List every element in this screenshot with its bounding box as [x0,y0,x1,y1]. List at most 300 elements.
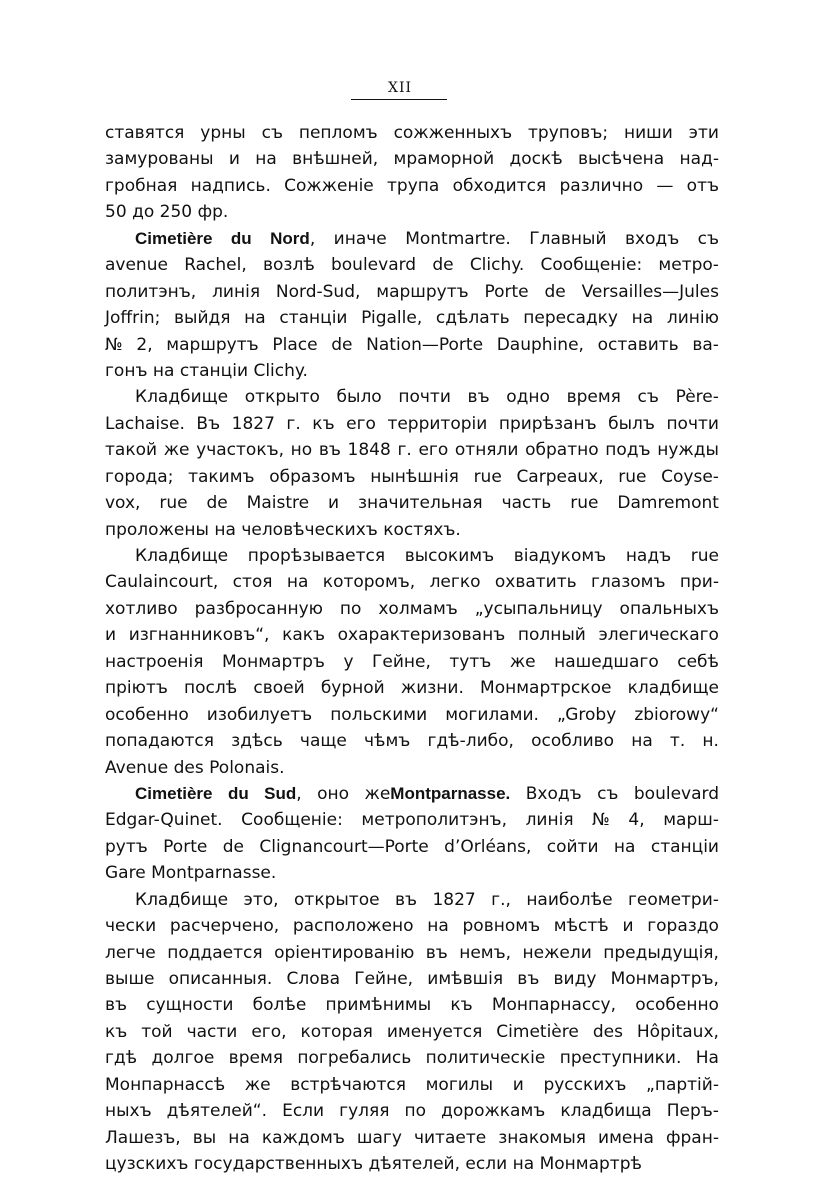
word: 50 [105,202,127,223]
text-line [105,120,719,146]
word: чѣмъ [364,731,411,752]
word: такой [105,440,158,461]
word: ровномъ [462,916,541,937]
word: бурной [320,678,385,699]
word: Montparnasse. [151,863,277,884]
word: долгое [151,1048,215,1069]
word: линію [666,308,719,329]
word: de [331,334,353,355]
word: ниши [623,123,673,143]
word: человѣческихъ [241,519,378,540]
bold-heading: Montparnasse. [390,783,511,803]
word: 2, [136,334,153,355]
word: замурованы [105,149,214,170]
word: маршрутъ [166,334,259,355]
word: которая [300,1021,373,1042]
text-line [105,781,719,807]
word: на [228,1127,250,1148]
word: 1827 [231,413,275,434]
word: изобилуетъ [206,704,313,725]
word: имена [598,1127,654,1148]
bold-heading: Cimetière [135,228,213,248]
word: Монпарнассу, [491,995,617,1016]
word: было [336,387,382,408]
word: гораздо [647,916,719,937]
word: высокимъ [404,546,495,566]
word: г. [397,440,412,461]
text-line [105,358,719,384]
text-line [105,622,719,648]
word: подъ [605,440,651,461]
word: zbiorowy“ [634,704,719,725]
text-line [105,199,719,225]
word: проложены [105,519,209,540]
word: d’Orléans, [444,836,532,857]
word: н. [702,731,719,752]
word: Porte [484,281,529,302]
paragraph [105,384,719,543]
word: доскѣ [509,149,563,170]
word: Кладбище [135,387,229,408]
word: віадукомъ [513,546,607,566]
text-line [105,913,719,939]
word: часть [501,493,552,514]
word: открыто [244,387,320,408]
word: урны [200,123,246,143]
word: сдѣлать [435,308,510,329]
word: на [152,360,175,381]
word: метро- [658,255,719,276]
word: Сожженіе [284,175,374,196]
word: глазомъ [591,572,666,593]
word: оріентированію [274,942,415,963]
word: rue [618,466,647,487]
word: Rachel, [184,255,247,276]
page-number: XII [387,80,413,96]
word: des [173,757,204,778]
word: прорѣзывается [247,546,386,566]
word: Монмартрское [480,678,612,699]
word: немъ, [459,942,512,963]
text-line [105,675,719,701]
word: въ [395,889,418,910]
word: метрополитэнъ, [361,810,507,831]
word: на [631,731,653,752]
word: на [286,572,309,593]
word [135,226,212,252]
word: Сообщеніе: [540,255,643,276]
word: гдѣ-либо, [427,731,514,752]
word: обходится [452,175,547,196]
word: время [566,387,621,408]
word: внѣшней, [292,149,379,170]
text-line [105,464,719,490]
word: къ [105,1021,128,1042]
word: въ [105,995,128,1016]
word: „партій- [646,1074,719,1095]
word: шагу [356,1127,402,1148]
word: которомъ, [322,572,416,593]
text-line [105,490,719,516]
word: чески [105,916,157,937]
text-line [105,173,719,199]
word: при- [679,572,719,593]
paragraph [105,781,719,887]
word: же [163,440,190,461]
word: сущности [146,995,234,1016]
word: въ [467,387,490,408]
word: на [427,916,449,937]
text-line [105,543,719,569]
word: 250 [159,202,193,223]
word: разбросанную [194,598,323,619]
text-line [105,807,719,833]
word: если [465,1154,508,1175]
word: русскихъ [543,1074,627,1095]
word: части [186,1021,238,1042]
word: фр. [197,202,229,223]
word: цузскихъ [105,1154,189,1175]
word: могилами. [445,704,539,725]
word: Joffrin; [105,308,161,329]
word: Edgar-Quinet. [105,810,223,831]
word: его, [251,1021,287,1042]
word: маршрутъ [376,281,469,302]
word: геометри- [627,889,719,910]
word: Versailles—Jules [581,281,719,302]
word: Монмартрѣ [539,1154,642,1175]
word: холмамъ [378,598,458,619]
word: на [613,836,636,857]
word: возлѣ [263,255,315,276]
word: мѣстѣ [553,916,609,937]
text-line [105,569,719,595]
word: имѣвшія [427,969,504,989]
word: обратно [525,440,599,461]
word: Caulaincourt, [105,572,219,593]
word: опальныхъ [619,598,719,619]
word: Nord-Sud, [275,281,361,302]
word: открытое [294,889,380,910]
word: своей [253,678,305,699]
word: нынѣшнія [370,466,459,487]
word: de [206,493,228,514]
word: примѣнимы [325,995,432,1016]
word: нужды [657,440,719,461]
word: Монмартръ, [610,969,719,989]
word: особенно [635,995,719,1016]
word: над- [679,149,719,170]
word: линія [525,810,574,831]
word: образомъ [269,466,356,487]
word: Кладбище [135,889,229,910]
word: нашедшаго [554,651,659,672]
word: стоя [232,572,273,593]
word: 1827 [432,889,476,910]
word: пепломъ [298,123,378,143]
word: гуляя [339,1101,390,1122]
text-line [105,517,719,543]
text-line [105,1019,719,1045]
word: и [622,916,634,937]
text-line [105,887,719,913]
word: въ [517,969,540,989]
word: прирѣзанъ [498,413,597,434]
word: „Groby [557,704,617,725]
text-line [105,1098,719,1124]
text-line [105,279,719,305]
word: ныхъ [105,1101,152,1122]
word: съ [637,387,659,408]
word: къ [450,995,473,1016]
word: avenue [105,255,168,276]
word: Coyse- [661,466,719,487]
word: de [544,281,566,302]
word: и [327,493,340,514]
word: одно [506,387,550,408]
word: Dauphine, [496,334,584,355]
bold-heading: du [227,783,249,803]
word: могилы [425,1074,494,1095]
word: погребались [297,1048,412,1069]
word: рутъ [105,836,148,857]
word: Если [282,1101,325,1122]
word: къ [312,413,335,434]
word: охватить [494,572,577,593]
word: линія [212,281,261,302]
text-line [105,992,719,1018]
word: Clichy. [469,255,525,276]
text-line [105,437,719,463]
word: болѣе [252,995,307,1016]
word: костяхъ. [383,519,461,540]
word: дѣятелей“. [166,1101,268,1122]
text-line [105,1151,719,1177]
word: на [255,149,277,170]
word: именуется [386,1021,483,1042]
word: Sud, [264,783,302,804]
text-line [105,860,719,886]
word: гонъ [105,360,148,381]
word: на [244,308,266,329]
word: vox, [105,493,141,514]
word: его [418,440,449,461]
word: города; [105,466,174,487]
word: съ [261,123,283,143]
word: легко [429,572,481,593]
word: пересадку [523,308,618,329]
word: особливо [531,731,615,752]
word: Lachaise. [105,413,185,434]
word: de [432,255,454,276]
header-rule [351,99,447,100]
paragraph [105,226,719,385]
word: boulevard [330,255,417,276]
word: rue [159,493,188,514]
word [135,781,212,807]
word: г., [491,889,511,910]
word: Polonais. [209,757,285,778]
word: и [512,1074,524,1095]
word: Входъ [525,783,582,804]
word: т. [669,731,686,752]
word: читаете [413,1127,487,1148]
text-line [105,966,719,992]
word: дѣятелей, [368,1154,460,1175]
word: выше [105,969,155,989]
word: полный [517,625,586,646]
word: Слова [286,969,341,989]
word: труповъ; [528,123,609,143]
word: эти [688,123,719,143]
word: Монпарнассѣ [105,1074,226,1095]
word: высѣчена [577,149,665,170]
word: и [105,625,117,646]
word: здѣсь [231,731,283,752]
word: расположено [292,916,414,937]
word: г. [286,413,301,434]
word: № [105,334,123,355]
word: Porte [163,836,208,857]
word: почти [398,387,451,408]
word: 1848 [347,440,391,461]
word: отняли [454,440,519,461]
word: былъ [608,413,655,434]
word: станціи [179,360,249,381]
word: элегическаго [598,625,719,646]
word: Монмартръ [222,651,325,672]
word: Maistre [246,493,310,514]
word: Carpeaux, [516,466,604,487]
word: На [695,1048,719,1069]
word: описанныя. [168,969,273,989]
word: жизни. [400,678,464,699]
word: des [592,1021,623,1042]
word: гдѣ [105,1048,138,1069]
word: чаще [299,731,347,752]
text-body [105,120,719,1178]
word: Nord, [270,228,316,249]
word: ва- [692,334,719,355]
word: поддается [167,942,263,963]
word: такимъ [188,466,255,487]
word: настроенія [105,651,204,672]
word: Перъ- [666,1101,719,1122]
word: хотливо [105,598,178,619]
word: до [132,202,155,223]
word: надпись. [190,175,271,196]
word: оно [317,783,350,804]
word: это, [243,889,279,910]
word: трупа [387,175,440,196]
word: жеMontparnasse. [364,783,511,804]
word: de [222,836,244,857]
word: гробная [105,175,178,196]
word: съ [597,783,619,804]
bold-heading: Nord [270,228,310,248]
word: Nation—Porte [366,334,484,355]
text-line [105,649,719,675]
word: Главный [529,228,607,249]
word: той [141,1021,173,1042]
word: виду [553,969,597,989]
word: Кладбище [135,546,229,566]
word: марш- [663,810,719,831]
word: и [228,149,240,170]
word: дорожкамъ [441,1101,546,1122]
word: расчерчено, [169,916,280,937]
bold-heading: Sud [264,783,297,803]
word: по [339,598,362,619]
paragraph [105,543,719,781]
word: на [631,308,654,329]
text-line [105,146,719,172]
word: какъ [282,625,326,646]
word [231,226,252,252]
word: входъ [624,228,680,249]
word: предыдущія, [603,942,719,963]
word: кладбища [560,1101,652,1122]
word: изгнанниковъ“, [128,625,270,646]
text-line [105,252,719,278]
word: время [228,1048,283,1069]
text-line [105,305,719,331]
word: Damremont [617,493,719,514]
word: ставятся [105,123,185,143]
word: надъ [625,546,672,566]
word: boulevard [633,783,719,804]
word: Гейне, [372,651,431,672]
word: — [656,175,674,196]
word: же [244,1074,271,1095]
word: Montmartre. [405,228,511,249]
word: сожженныхъ [393,123,513,143]
word: Сообщеніе: [241,810,343,831]
word: станціи [279,308,348,329]
word: Cimetière [496,1021,579,1042]
text-line [105,1045,719,1071]
text-line [105,384,719,410]
word: каждомъ [261,1127,345,1148]
word: его [346,413,376,434]
word: иначе [333,228,387,249]
bold-heading: Cimetière [135,783,213,803]
word: Hôpitaux, [636,1021,719,1042]
word: нежели [522,942,592,963]
word: на [512,1154,535,1175]
paragraph [105,120,719,226]
word: почти [666,413,719,434]
word: отъ [686,175,719,196]
word: знакомыя [498,1127,586,1148]
word: легче [105,942,156,963]
word: въ [318,440,341,461]
word: охарактеризованъ [337,625,506,646]
word: rue [690,546,719,566]
word: особенно [105,704,189,725]
word: политическіе [425,1048,546,1069]
word: послѣ [184,678,238,699]
word: у [343,651,354,672]
word: „усыпальницу [474,598,603,619]
word: на [214,519,236,540]
word: политэнъ, [105,281,197,302]
word: выйдя [174,308,231,329]
word: государственныхъ [193,1154,363,1175]
word: rue [570,493,599,514]
word: Въ [196,413,221,434]
text-line [105,755,719,781]
